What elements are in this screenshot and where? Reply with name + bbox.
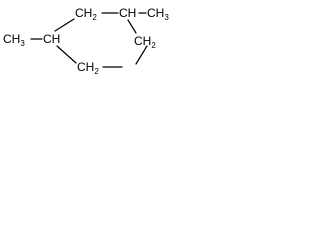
bond-ch2-right-ch2-bottom	[136, 46, 147, 64]
structural-formula	[0, 0, 175, 75]
bond-ch-left-ch2-top	[55, 19, 74, 31]
atom-ch2-right: $CH_2$	[134, 34, 156, 50]
bond-ch2-left-ch-left	[57, 46, 76, 63]
bond-ch-top-ch2-right	[128, 20, 136, 33]
atom-ch-top: CH	[119, 6, 137, 20]
atom-ch2-bottom: $CH_2$	[77, 60, 99, 75]
atom-ch-left: CH	[43, 32, 61, 46]
atom-ch3-right: $CH_3$	[147, 6, 169, 22]
atom-ch3-left: $CH_3$	[3, 32, 25, 48]
atom-ch2-top: $CH_2$	[75, 6, 97, 22]
